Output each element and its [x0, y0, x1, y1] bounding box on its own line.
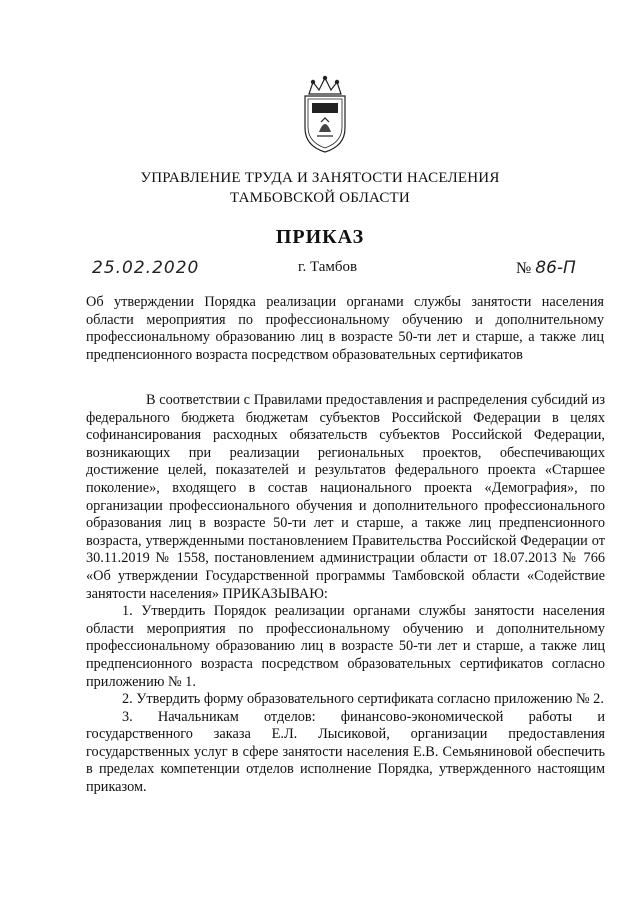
organization-name: УПРАВЛЕНИЕ ТРУДА И ЗАНЯТОСТИ НАСЕЛЕНИЯ — [140, 170, 500, 186]
number-value: 86-П — [535, 258, 576, 278]
number-sign: № — [516, 260, 532, 277]
organization-region: ТАМБОВСКОЙ ОБЛАСТИ — [230, 190, 410, 206]
order-city: г. Тамбов — [298, 259, 358, 275]
order-item-3: 3. Начальникам отделов: финансово-экономической работы и государственного заказа Е.Л. Лысиковой, организации предоставления государственных услуг в сфере занятости населения Е.В. Семьяниновой обеспечить в пределах компетенции отделов исполнение Порядка, утвержденного настоящим приказом. — [86, 708, 605, 796]
order-item-2: 2. Утвердить форму образовательного сертификата согласно приложению № 2. — [122, 691, 604, 708]
coat-of-arms-icon — [297, 72, 353, 156]
preamble-paragraph: В соответствии с Правилами предоставления и распределения субсидий из федерального бюджета бюджетам субъектов Российской Федерации в целях софинансирования расходных обязательств субъектов Российской Федерации, возникающих при реализации региональных проектов, обеспечивающих достижение целей, показателей и результатов федерального проекта «Старшее поколение», входящего в состав национального проекта «Демография», по организации профессионального обучения и дополнительного профессионального образования лиц в возрасте 50-ти лет и старше, а также лиц предпенсионного возраста, утвержденными постановлением Правительства Российской Федерации от 30.11.2019 № 1558, постановлением администрации области от 18.07.2013 № 766 «Об утверждении Государственной программы Тамбовской области «Содействие занятости населения» ПРИКАЗЫВАЮ: — [86, 392, 605, 602]
order-body — [86, 392, 605, 797]
order-item-1: 1. Утвердить Порядок реализации органами службы занятости населения области мероприятия по профессиональному обучению и дополнительному профессиональному образованию лиц в возрасте 50-ти лет и старше, а также лиц предпенсионного возраста посредством образовательных сертификатов согласно приложению № 1. — [86, 603, 605, 690]
order-number — [516, 258, 576, 278]
document-title: ПРИКАЗ — [275, 226, 365, 248]
order-date: 25.02.2020 — [92, 258, 200, 278]
order-subject: Об утверждении Порядка реализации органами службы занятости населения области мероприятия по профессиональному обучению и дополнительному профессиональному образованию лиц в возрасте 50-ти лет и старше, а также лиц предпенсионного возраста посредством образовательных сертификатов — [86, 294, 604, 363]
